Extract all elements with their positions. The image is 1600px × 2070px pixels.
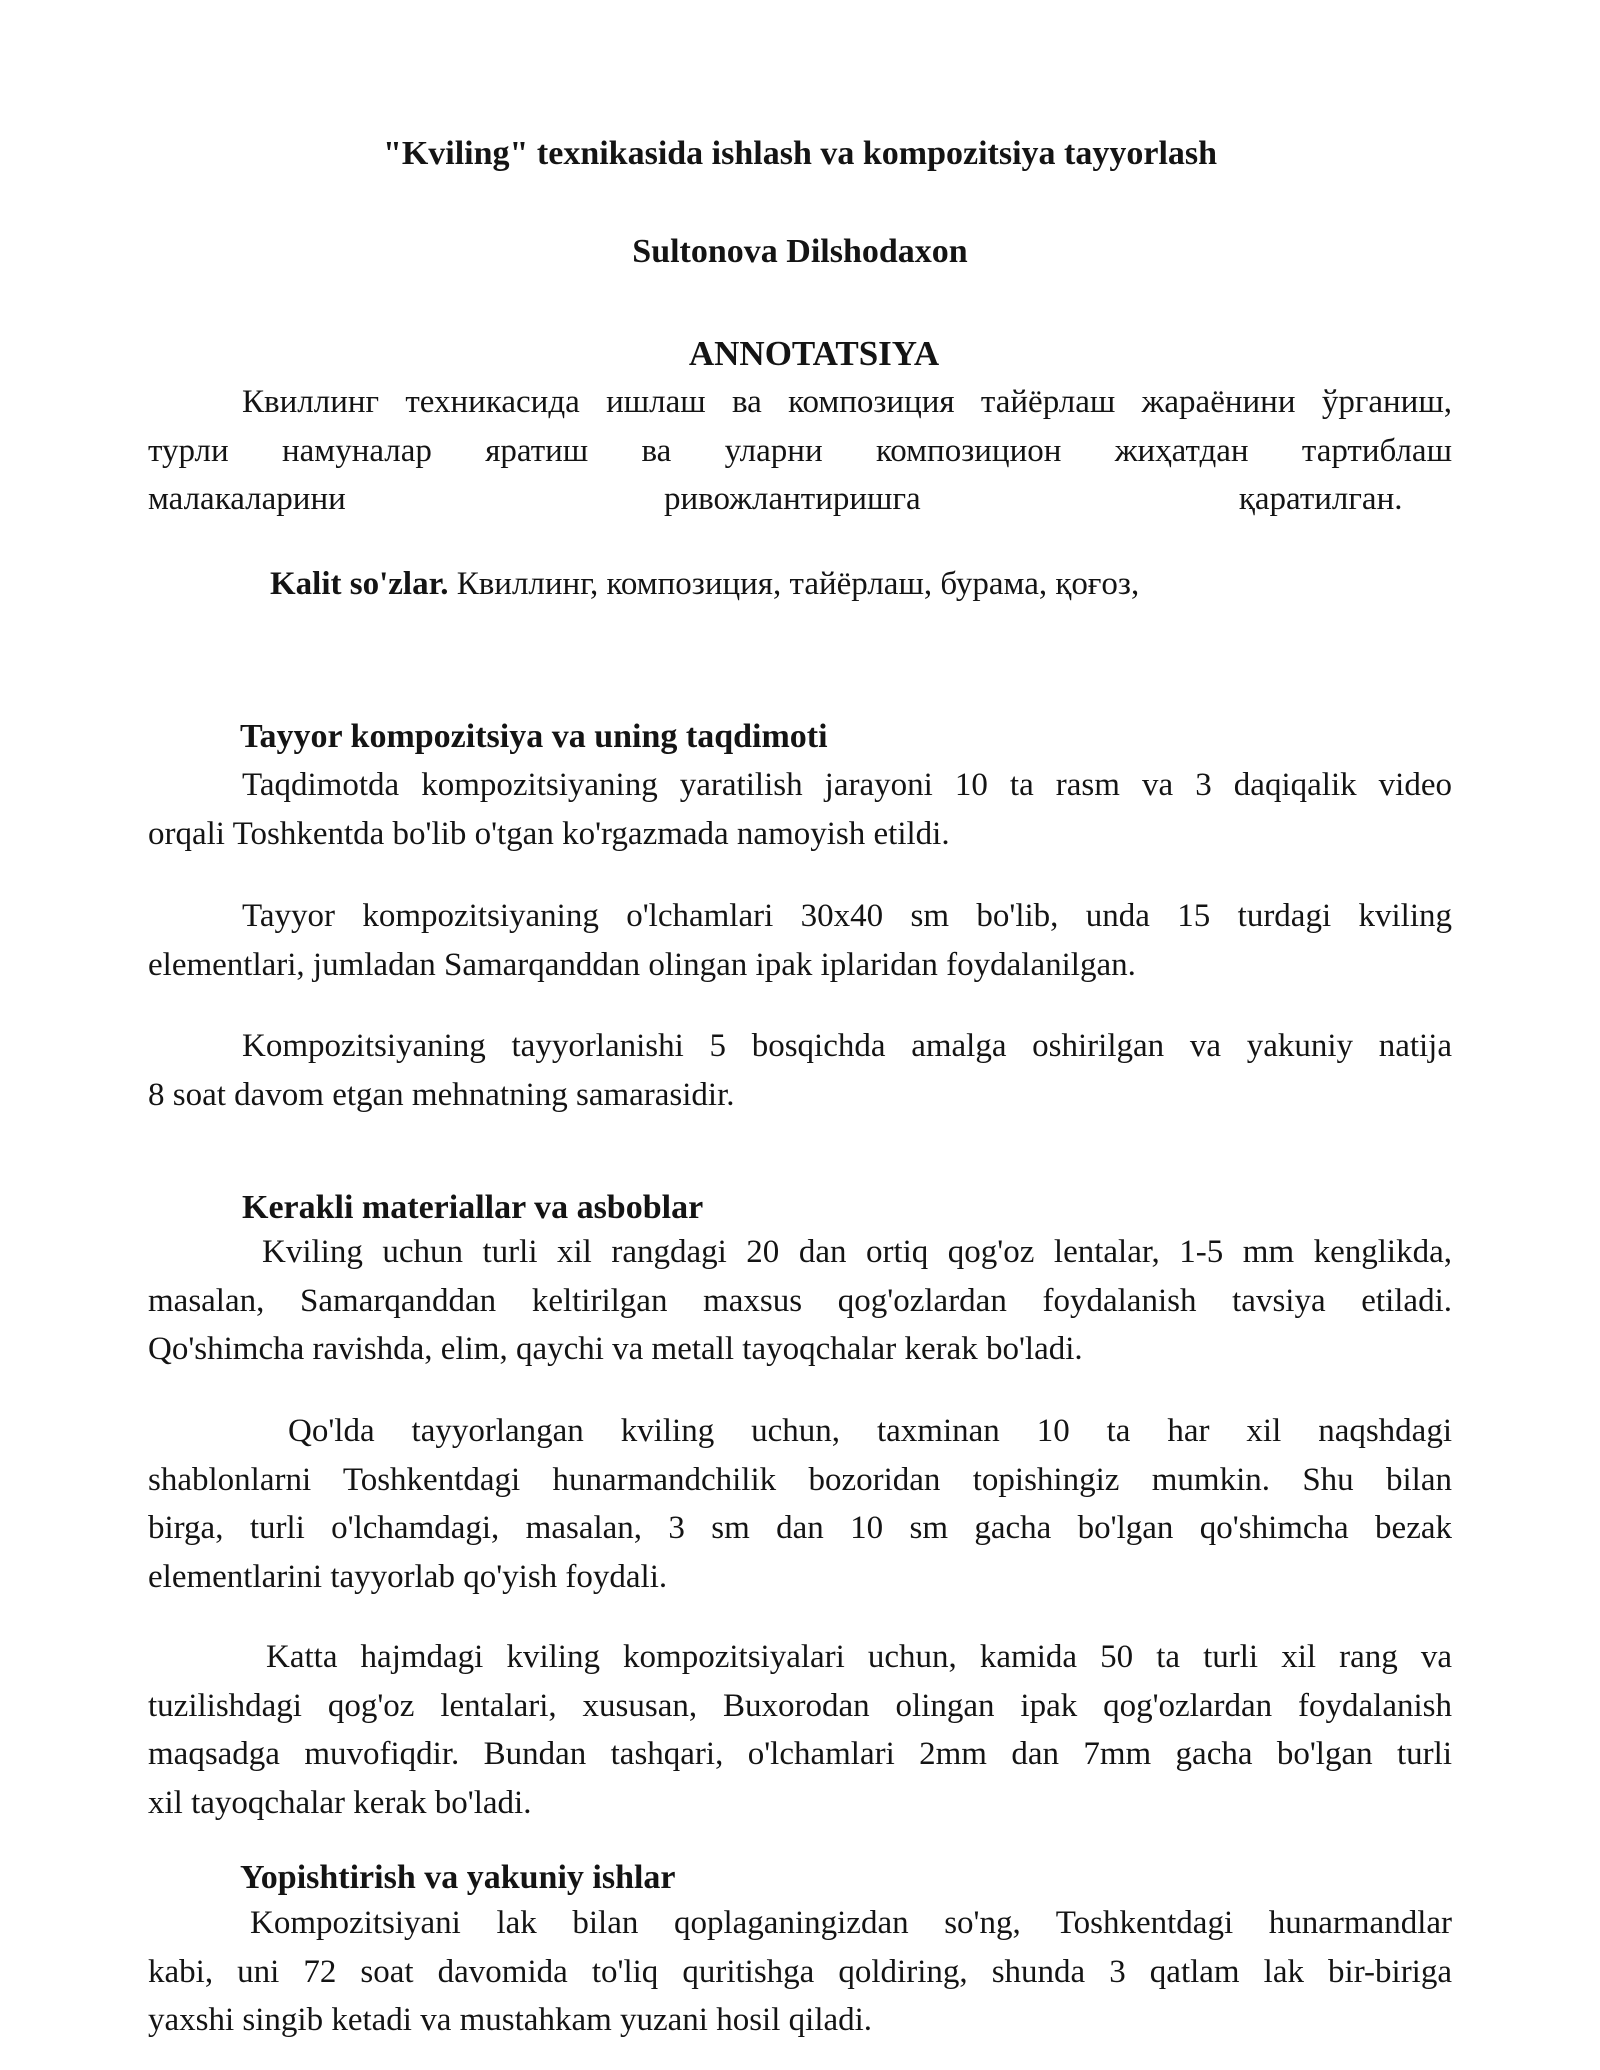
paragraph-line: tuzilishdagi qog'oz lentalari, xususan, Buxorodan olingan ipak qog'ozlardan foydalanish <box>148 1687 1452 1724</box>
section-paragraph <box>148 1407 1452 1601</box>
abstract-line: Квиллинг техникасида ишлаш ва композиция тайёрлаш жараёнини ўрганиш, <box>242 384 1452 420</box>
paragraph-line: Tayyor kompozitsiyaning o'lchamlari 30x40 sm bo'lib, unda 15 turdagi kviling <box>242 898 1452 934</box>
keywords-text: Квиллинг, композиция, тайёрлаш, бурама, қоғоз, <box>448 566 1140 602</box>
paragraph-line: birga, turli o'lchamdagi, masalan, 3 sm dan 10 sm gacha bo'lgan qo'shimcha bezak <box>148 1510 1452 1546</box>
section-heading: Tayyor kompozitsiya va uning taqdimoti <box>240 718 828 755</box>
paragraph-line: Kviling uchun turli xil rangdagi 20 dan ortiq qog'oz lentalar, 1-5 mm kenglikda, <box>262 1234 1452 1270</box>
abstract-line: малакаларини ривожлантиришга қаратилган. <box>148 481 1403 517</box>
section-heading: Yopishtirish va yakuniy ishlar <box>240 1859 676 1896</box>
author-name: Sultonova Dilshodaxon <box>632 233 968 270</box>
paragraph-line: kabi, uni 72 soat davomida to'liq quritishga qoldiring, shunda 3 qatlam lak bir-biriga <box>148 1953 1452 1990</box>
abstract-paragraph <box>148 378 1452 524</box>
paragraph-line: Qo'shimcha ravishda, elim, qaychi va metall tayoqchalar kerak bo'ladi. <box>148 1331 1083 1367</box>
section-paragraph <box>148 1899 1452 2045</box>
keywords-label: Kalit so'zlar. <box>270 566 449 602</box>
paragraph-line: 8 soat davom etgan mehnatning samarasidir. <box>148 1076 735 1113</box>
section-paragraph <box>148 1633 1452 1827</box>
keywords-line <box>270 560 1139 608</box>
paragraph-line: masalan, Samarqanddan keltirilgan maxsus qog'ozlardan foydalanish tavsiya etiladi. <box>148 1282 1452 1319</box>
paragraph-line: Kompozitsiyaning tayyorlanishi 5 bosqichda amalga oshirilgan va yakuniy natija <box>242 1028 1452 1064</box>
abstract-line: турли намуналар яратиш ва уларни композицион жиҳатдан тартиблаш <box>148 432 1452 469</box>
paragraph-line: Katta hajmdagi kviling kompozitsiyalari uchun, kamida 50 ta turli xil rang va <box>266 1639 1452 1675</box>
section-paragraph <box>148 761 1452 858</box>
section-paragraph <box>148 892 1452 989</box>
section-heading: Kerakli materiallar va asboblar <box>242 1189 704 1226</box>
paragraph-line: shablonlarni Toshkentdagi hunarmandchilik bozoridan topishingiz mumkin. Shu bilan <box>148 1461 1452 1498</box>
paragraph-line: Kompozitsiyani lak bilan qoplaganingizdan so'ng, Toshkentdagi hunarmandlar <box>250 1905 1452 1941</box>
paragraph-line: elementlarini tayyorlab qo'yish foydali. <box>148 1558 668 1595</box>
paragraph-line: orqali Toshkentda bo'lib o'tgan ko'rgazmada namoyish etildi. <box>148 815 950 852</box>
paragraph-line: xil tayoqchalar kerak bo'ladi. <box>148 1784 532 1821</box>
paragraph-line: elementlari, jumladan Samarqanddan olingan ipak iplaridan foydalanilgan. <box>148 946 1136 983</box>
section-paragraph <box>148 1228 1452 1374</box>
paragraph-line: maqsadga muvofiqdir. Bundan tashqari, o'lchamlari 2mm dan 7mm gacha bo'lgan turli <box>148 1736 1452 1772</box>
abstract-heading: ANNOTATSIYA <box>688 334 940 373</box>
paragraph-line: yaxshi singib ketadi va mustahkam yuzani hosil qiladi. <box>148 2002 873 2038</box>
document-title: "Kviling" texnikasida ishlash va kompozitsiya tayyorlash <box>382 135 1218 172</box>
paragraph-line: Taqdimotda kompozitsiyaning yaratilish jarayoni 10 ta rasm va 3 daqiqalik video <box>242 767 1452 803</box>
paragraph-line: Qo'lda tayyorlangan kviling uchun, taxminan 10 ta har xil naqshdagi <box>288 1413 1452 1449</box>
section-paragraph <box>148 1022 1452 1119</box>
